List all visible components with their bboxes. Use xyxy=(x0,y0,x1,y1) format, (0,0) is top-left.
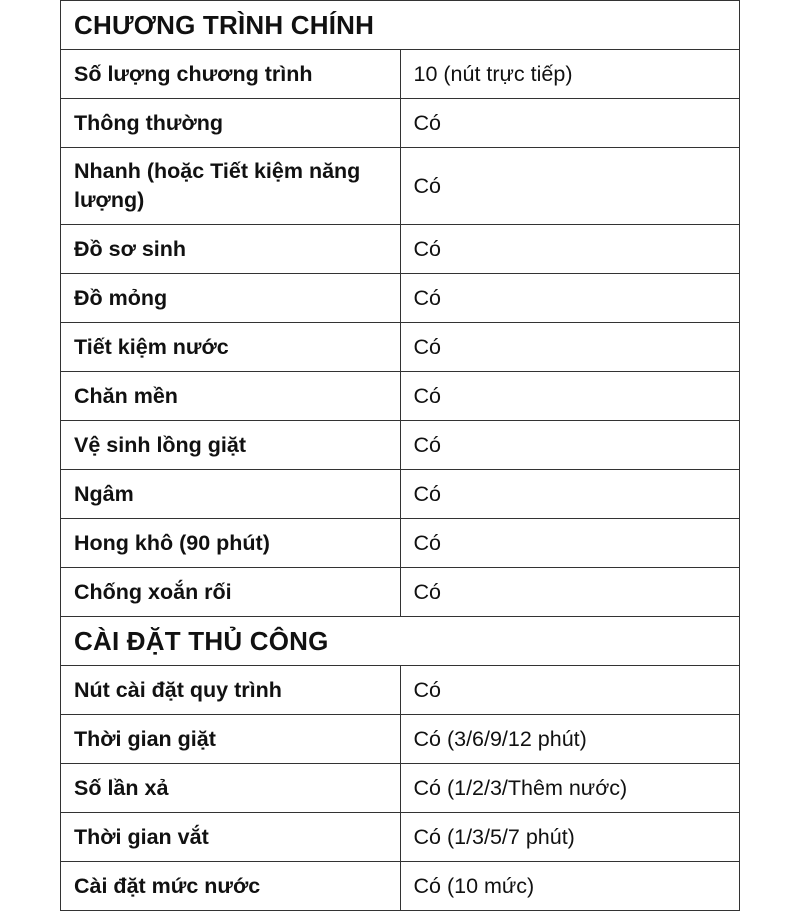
row-label: Vệ sinh lồng giặt xyxy=(61,421,401,470)
row-label: Cài đặt mức nước xyxy=(61,862,401,911)
section-title: CHƯƠNG TRÌNH CHÍNH xyxy=(61,1,740,50)
row-value: Có (10 mức) xyxy=(400,862,740,911)
row-label: Chống xoắn rối xyxy=(61,568,401,617)
table-row xyxy=(61,470,740,519)
spec-table xyxy=(60,0,740,911)
table-row xyxy=(61,148,740,225)
row-label: Đồ sơ sinh xyxy=(61,225,401,274)
table-row xyxy=(61,225,740,274)
row-value: Có xyxy=(400,519,740,568)
row-value: Có xyxy=(400,568,740,617)
row-value: Có xyxy=(400,323,740,372)
section-header-main-programs xyxy=(61,1,740,50)
row-label: Thông thường xyxy=(61,99,401,148)
table-row xyxy=(61,764,740,813)
row-value: Có xyxy=(400,372,740,421)
row-label: Số lần xả xyxy=(61,764,401,813)
row-value: Có xyxy=(400,274,740,323)
row-label: Nhanh (hoặc Tiết kiệm năng lượng) xyxy=(61,148,401,225)
row-label: Tiết kiệm nước xyxy=(61,323,401,372)
row-label: Thời gian vắt xyxy=(61,813,401,862)
row-label: Số lượng chương trình xyxy=(61,50,401,99)
table-row xyxy=(61,568,740,617)
row-label: Thời gian giặt xyxy=(61,715,401,764)
table-row xyxy=(61,813,740,862)
row-value: Có xyxy=(400,470,740,519)
row-value: Có xyxy=(400,148,740,225)
row-label: Nút cài đặt quy trình xyxy=(61,666,401,715)
row-value: Có (1/3/5/7 phút) xyxy=(400,813,740,862)
table-row xyxy=(61,99,740,148)
table-row xyxy=(61,50,740,99)
table-row xyxy=(61,715,740,764)
table-row xyxy=(61,666,740,715)
row-label: Đồ mỏng xyxy=(61,274,401,323)
row-label: Chăn mền xyxy=(61,372,401,421)
row-value: 10 (nút trực tiếp) xyxy=(400,50,740,99)
row-label: Ngâm xyxy=(61,470,401,519)
table-row xyxy=(61,421,740,470)
table-row xyxy=(61,372,740,421)
row-label: Hong khô (90 phút) xyxy=(61,519,401,568)
table-row xyxy=(61,274,740,323)
row-value: Có xyxy=(400,99,740,148)
row-value: Có (1/2/3/Thêm nước) xyxy=(400,764,740,813)
row-value: Có (3/6/9/12 phút) xyxy=(400,715,740,764)
table-row xyxy=(61,862,740,911)
row-value: Có xyxy=(400,666,740,715)
table-row xyxy=(61,519,740,568)
section-title: CÀI ĐẶT THỦ CÔNG xyxy=(61,617,740,666)
row-value: Có xyxy=(400,225,740,274)
table-row xyxy=(61,323,740,372)
row-value: Có xyxy=(400,421,740,470)
section-header-manual-settings xyxy=(61,617,740,666)
